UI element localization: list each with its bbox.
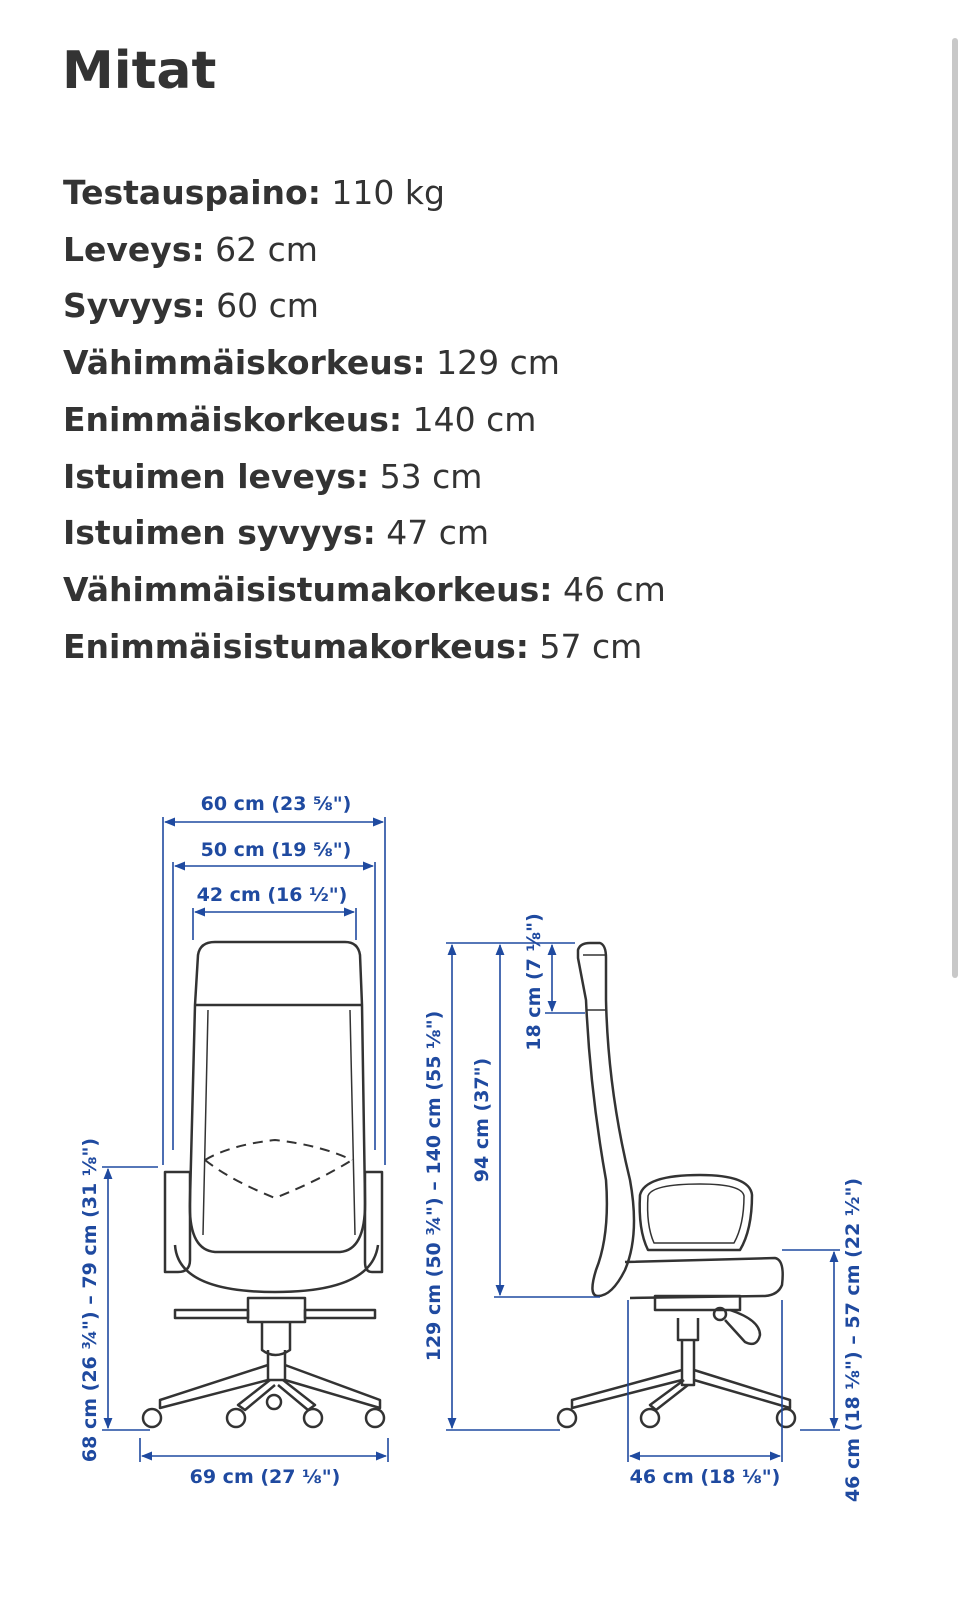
side-seat-height-label: 46 cm (18 ⅛") – 57 cm (22 ½"): [842, 1177, 864, 1503]
side-dimension-lines: [446, 943, 840, 1462]
spec-value: 60 cm: [216, 286, 319, 326]
front-mid-width-label: 50 cm (19 ⅝"): [200, 839, 352, 861]
page-title: Mitat: [62, 41, 217, 101]
spec-value: 62 cm: [215, 229, 318, 269]
spec-label: Syvyys:: [63, 286, 206, 326]
spec-value: 57 cm: [539, 626, 643, 666]
side-chair-drawing: [558, 943, 795, 1427]
front-outer-width-label: 60 cm (23 ⅝"): [200, 793, 352, 815]
spec-value: 47 cm: [386, 513, 490, 553]
spec-label: Leveys:: [63, 229, 205, 269]
spec-item: [63, 222, 666, 279]
spec-label: Enimmäiskorkeus:: [63, 399, 403, 439]
spec-item: [63, 562, 666, 619]
spec-item: [63, 278, 666, 335]
spec-value: 140 cm: [412, 399, 537, 439]
spec-item: [63, 165, 666, 222]
side-seat-depth-label: 46 cm (18 ⅛"): [629, 1466, 781, 1488]
chair-dimension-diagram: [0, 760, 960, 1598]
spec-value: 110 kg: [331, 173, 445, 212]
front-base-width-label: 69 cm (27 ⅛"): [189, 1466, 341, 1488]
spec-item: [63, 449, 666, 506]
spec-label: Testauspaino:: [63, 173, 321, 212]
spec-label: Vähimmäiskorkeus:: [63, 343, 426, 383]
side-total-height-label: 129 cm (50 ¾") – 140 cm (55 ⅛"): [423, 1010, 445, 1362]
spec-label: Vähimmäisistumakorkeus:: [63, 569, 553, 609]
spec-item: [63, 505, 666, 562]
front-dimension-lines: [102, 817, 388, 1462]
front-dimension-labels: [79, 793, 351, 1488]
spec-label: Istuimen leveys:: [63, 456, 370, 496]
spec-label: Enimmäisistumakorkeus:: [63, 626, 529, 666]
spec-list: [63, 165, 666, 675]
spec-item: [63, 392, 666, 449]
front-inner-width-label: 42 cm (16 ½"): [196, 884, 348, 906]
spec-value: 53 cm: [379, 456, 483, 496]
side-back-height-label: 94 cm (37"): [471, 1057, 493, 1183]
spec-label: Istuimen syvyys:: [63, 513, 376, 553]
spec-value: 129 cm: [436, 343, 560, 383]
side-headrest-height-label: 18 cm (7 ⅛"): [523, 913, 545, 1051]
front-chair-drawing: [143, 942, 384, 1427]
spec-value: 46 cm: [562, 569, 666, 609]
front-armrest-height-label: 68 cm (26 ¾") – 79 cm (31 ⅛"): [79, 1137, 101, 1463]
spec-item: [63, 619, 666, 676]
spec-item: [63, 335, 666, 392]
